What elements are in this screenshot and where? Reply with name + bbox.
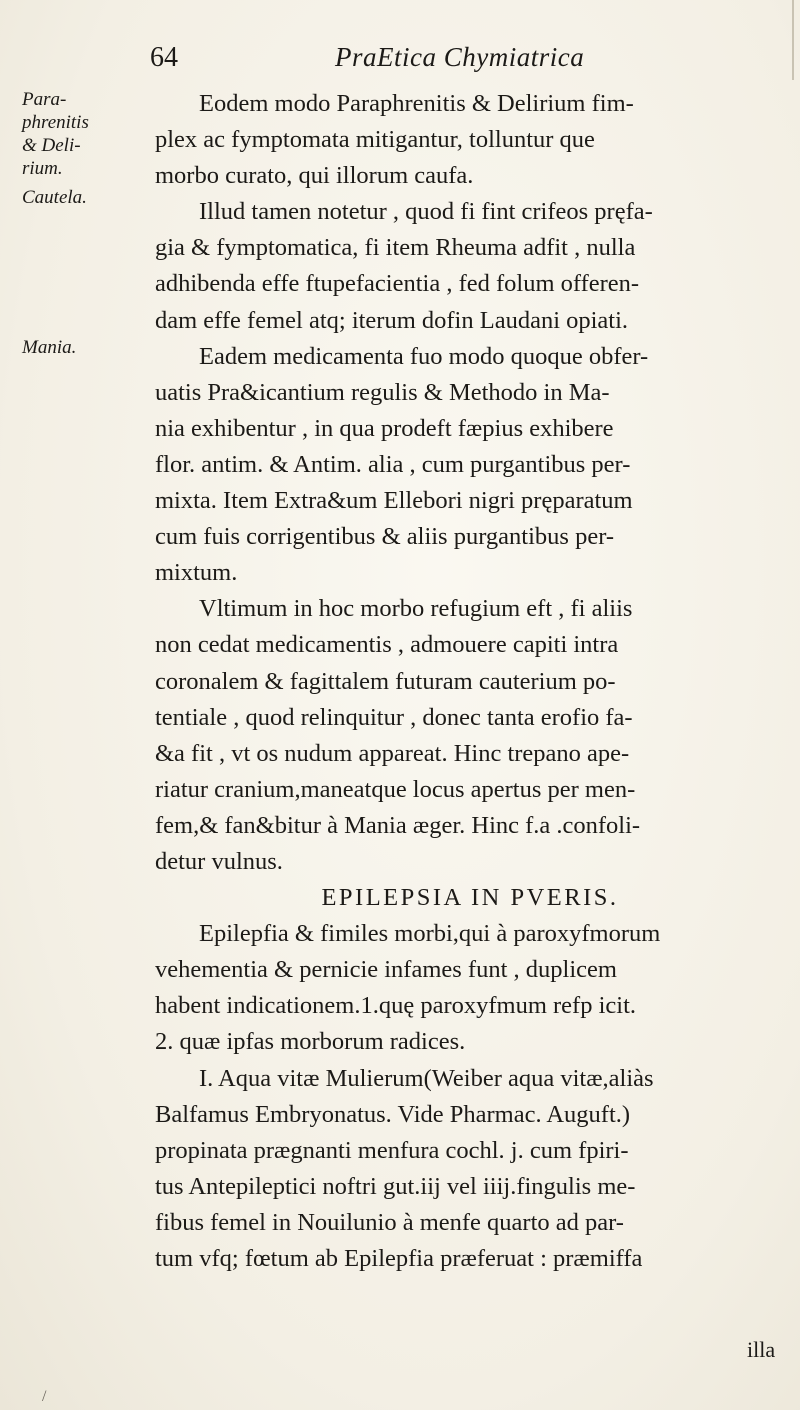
text-line: plex ac fymptomata mitigantur, tolluntur que xyxy=(155,126,595,154)
text-line: riatur cranium,maneatque locus apertus per men- xyxy=(155,775,636,803)
text-line: Illud tamen notetur , quod fi fint crifeos pręfa- xyxy=(199,198,653,226)
text-line: fibus femel in Nouilunio à menfe quarto ad par- xyxy=(155,1208,624,1236)
page-edge-shadow xyxy=(792,0,794,80)
text-line: mixtum. xyxy=(155,559,238,587)
text-line: habent indicationem.1.quę paroxyfmum refp icit. xyxy=(155,992,637,1020)
text-line: mixta. Item Extra&um Ellebori nigri pręparatum xyxy=(155,487,633,515)
text-line: Vltimum in hoc morbo refugium eft , fi aliis xyxy=(199,595,633,623)
margin-note-mania xyxy=(22,336,137,359)
text-line: Epilepfia & fimiles morbi,qui à paroxyfmorum xyxy=(199,920,661,948)
text-line: propinata prægnanti menfura cochl. j. cum fpiri- xyxy=(155,1136,629,1164)
text-line: gia & fymptomatica, fi item Rheuma adfit , nulla xyxy=(155,234,636,262)
body-text xyxy=(155,86,785,1277)
text-line: cum fuis corrigentibus & aliis purgantibus per- xyxy=(155,523,615,551)
text-line: tus Antepileptici noftri gut.iij vel iiij.fingulis me- xyxy=(155,1172,636,1200)
text-line: non cedat medicamentis , admouere capiti intra xyxy=(155,631,619,659)
margin-note-line: Cautela. xyxy=(22,187,87,208)
text-line: Eadem medicamenta fuo modo quoque obfer- xyxy=(199,342,649,370)
stray-mark: / xyxy=(42,1388,47,1405)
text-line: 2. quæ ipfas morborum radices. xyxy=(155,1028,466,1056)
text-line: morbo curato, qui illorum caufa. xyxy=(155,162,474,190)
margin-note-line: Para- xyxy=(22,89,67,110)
text-line: adhibenda effe ftupefacientia , fed folum offeren- xyxy=(155,270,640,298)
page-number: 64 xyxy=(150,42,178,73)
text-line: coronalem & fagittalem futuram cauterium po- xyxy=(155,667,616,695)
text-line: uatis Pra&icantium regulis & Methodo in Ma- xyxy=(155,378,610,406)
text-line: Eodem modo Paraphrenitis & Delirium fim- xyxy=(199,90,634,117)
text-line: tum vfq; fœtum ab Epilepfia præferuat : præmiffa xyxy=(155,1245,643,1272)
text-line: detur vulnus. xyxy=(155,847,283,875)
margin-note-paraphrenitis xyxy=(22,88,137,180)
text-line: I. Aqua vitæ Mulierum(Weiber aqua vitæ,aliàs xyxy=(199,1064,654,1092)
margin-note-line: rium. xyxy=(22,158,63,179)
text-line: Balfamus Embryonatus. Vide Pharmac. Auguft.) xyxy=(155,1100,631,1128)
text-line: flor. antim. & Antim. alia , cum purgantibus per- xyxy=(155,450,631,478)
section-heading: EPILEPSIA IN PVERIS. xyxy=(321,884,619,912)
text-line: tentiale , quod relinquitur , donec tanta erofio fa- xyxy=(155,703,633,731)
text-line: dam effe femel atq; iterum dofin Laudani opiati. xyxy=(155,306,629,334)
text-line: vehementia & pernicie infames funt , duplicem xyxy=(155,956,617,984)
page-header xyxy=(150,42,770,82)
text-line: &a fit , vt os nudum appareat. Hinc trepano ape- xyxy=(155,739,630,767)
running-title: PraEtica Chymiatrica xyxy=(335,42,585,72)
margin-note-line: phrenitis xyxy=(22,112,89,133)
margin-note-line: & Deli- xyxy=(22,135,81,156)
margin-note-line: Mania. xyxy=(22,337,77,358)
margin-note-cautela xyxy=(22,186,137,209)
text-line: fem,& fan&bitur à Mania æger. Hinc f.a .confoli- xyxy=(155,811,641,839)
text-line: nia exhibentur , in qua prodeft fæpius exhibere xyxy=(155,414,614,442)
catchword: illa xyxy=(747,1337,776,1362)
